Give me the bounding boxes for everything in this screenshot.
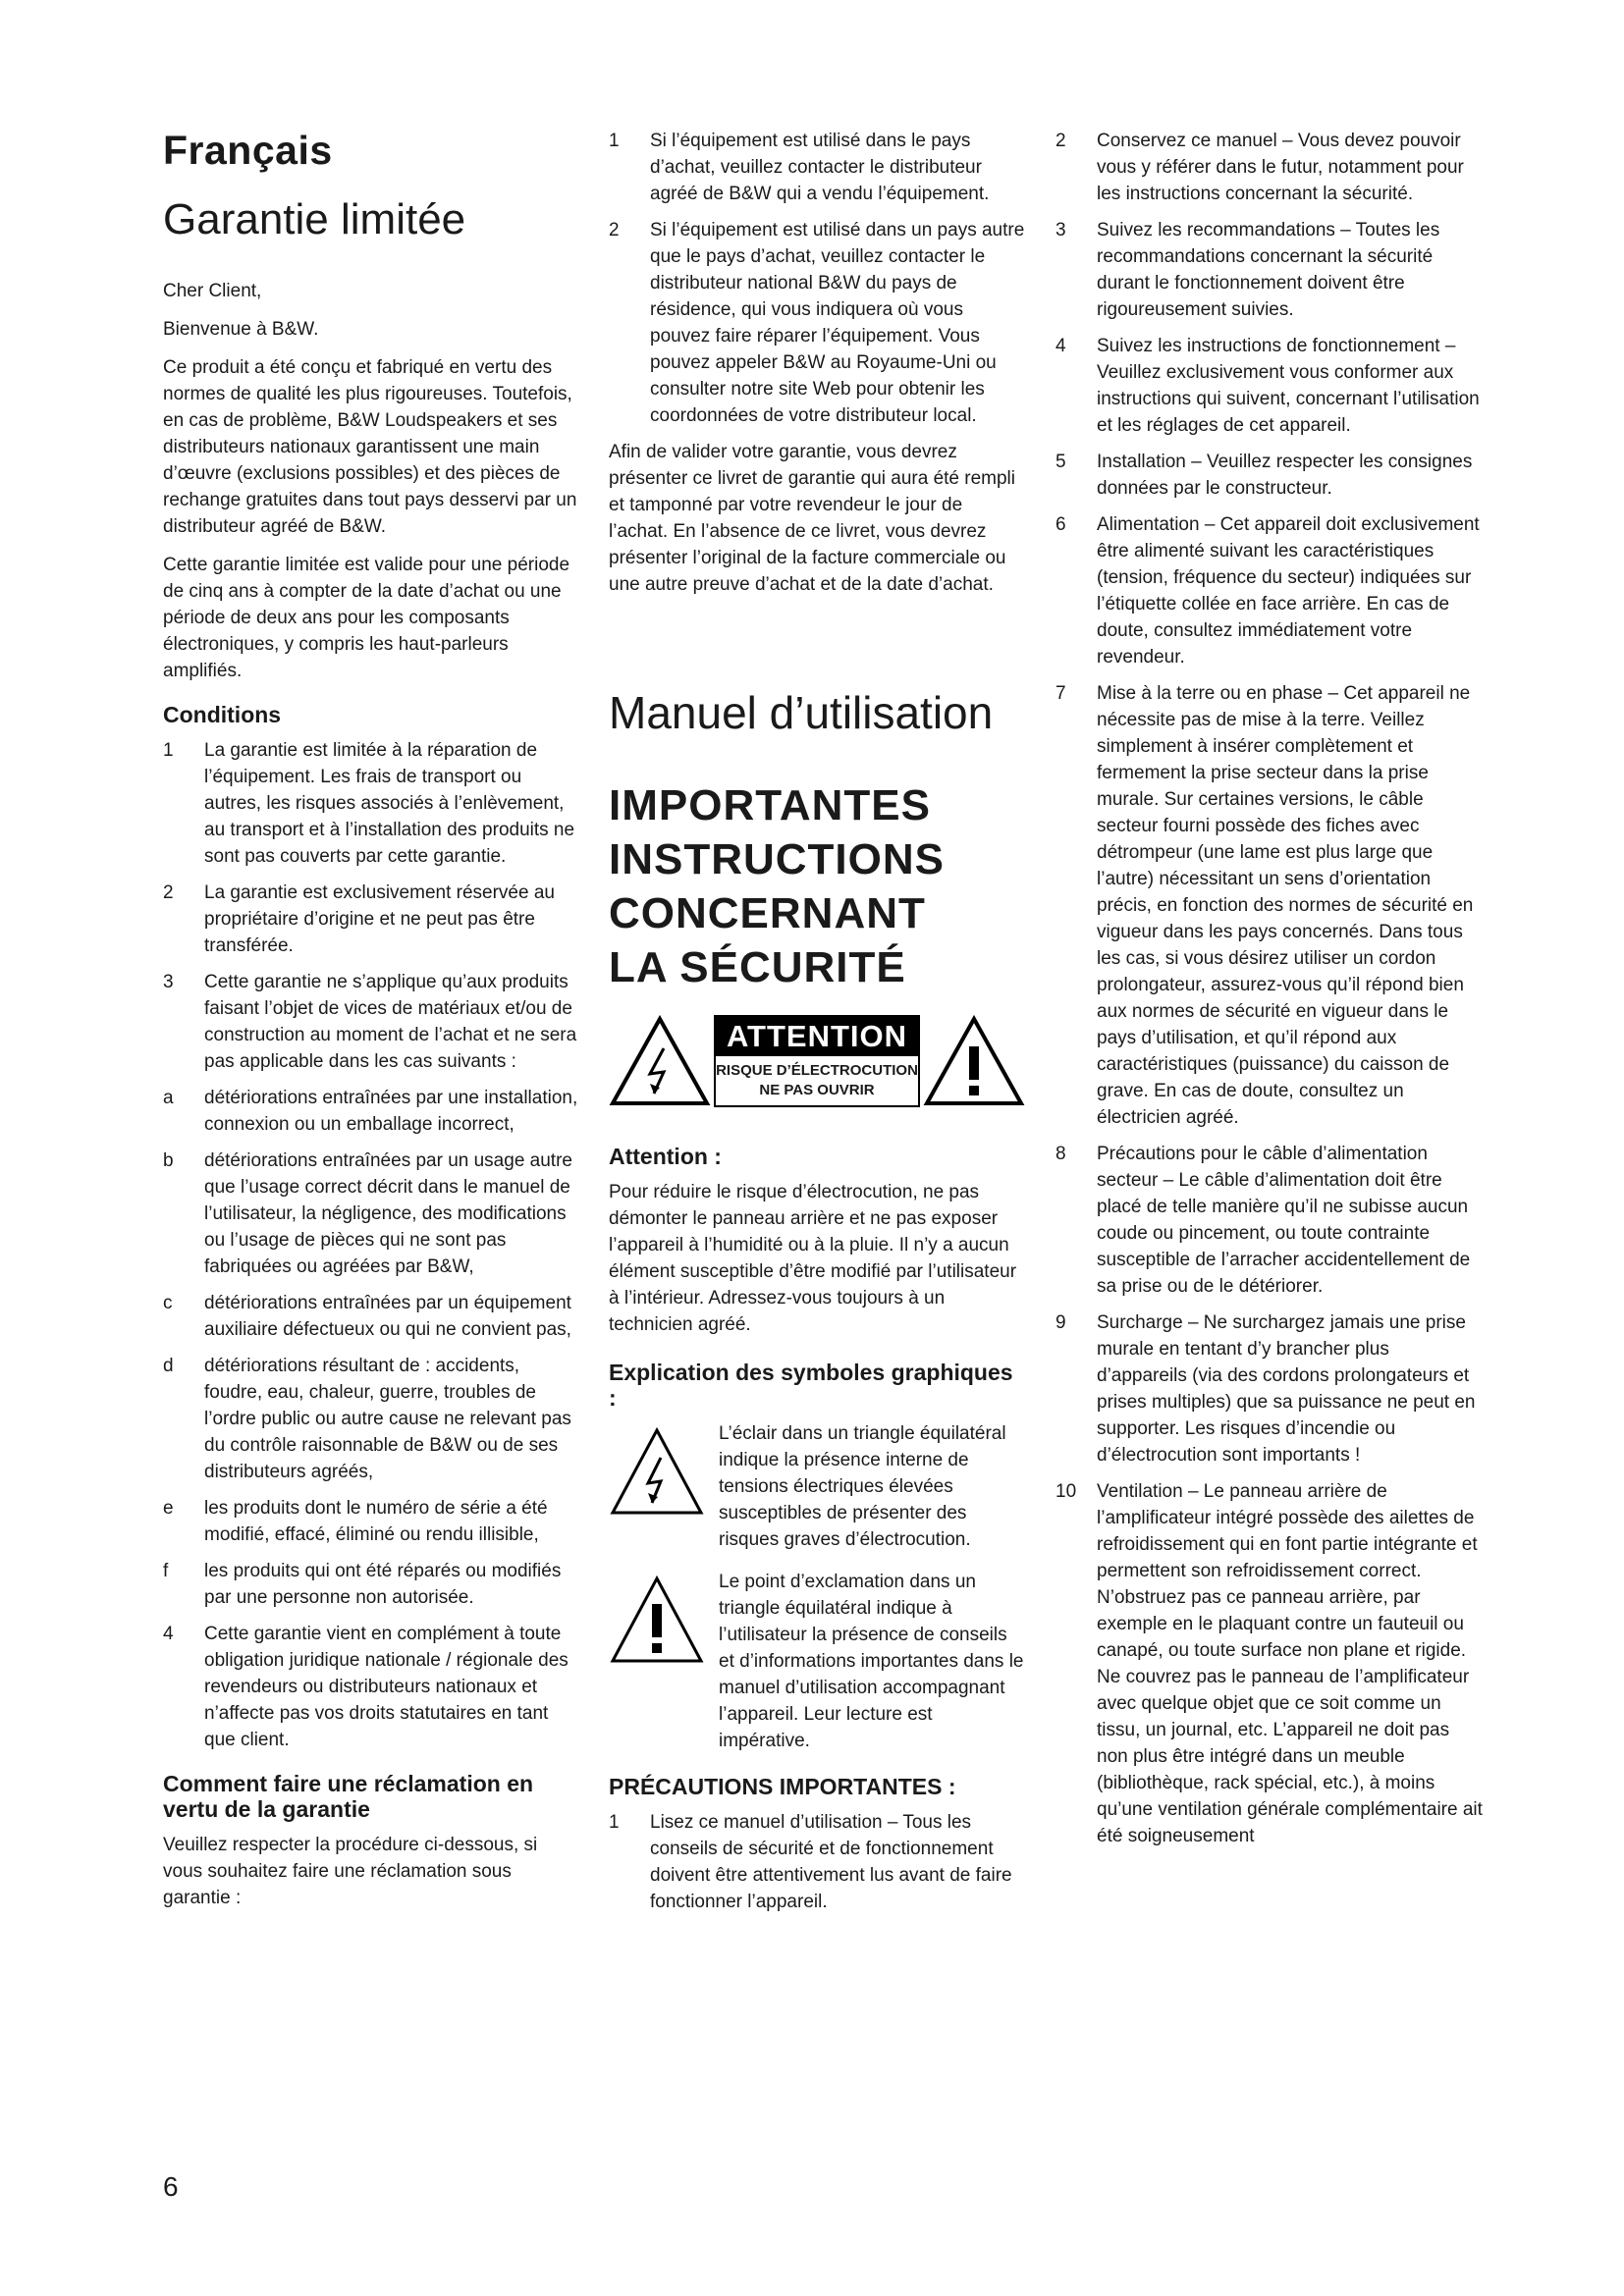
item-number: 7 [1056, 683, 1066, 704]
item-number: 3 [163, 972, 174, 992]
item-text: les produits dont le numéro de série a été modifié, effacé, éliminé ou rendu illisible, [204, 1498, 548, 1545]
item-number: 10 [1056, 1481, 1077, 1502]
precaution-item [1056, 680, 1483, 1131]
item-number: 4 [163, 1624, 174, 1644]
condition-item [163, 1085, 579, 1138]
exclamation-triangle-icon [609, 1575, 705, 1665]
column-manual [609, 128, 1025, 1925]
attention-box-line2: NE PAS OUVRIR [759, 1082, 875, 1098]
attention-paragraph: Pour réduire le risque d’électrocution, ne pas démonter le panneau arrière et ne pas exposer l’appareil à l’humidité ou à la pluie. Il n’y a aucun élément susceptible d’être modifié par l’utilisateur à l’intérieur. Adressez-vous toujours à un technicien agréé. [609, 1182, 1017, 1335]
item-text: Surcharge – Ne surchargez jamais une prise murale en tentant d’y brancher plus d’appareils (via des cordons prolongateurs et prises multiples) que sa puissance ne peut en supporter. Les risques d’incendie ou d’électrocution sont importants ! [1097, 1312, 1476, 1466]
exclamation-warning-icon [923, 1015, 1025, 1107]
item-text: détériorations résultant de : accidents, foudre, eau, chaleur, guerre, troubles de l’ordre public ou autre cause ne relevant pas du contrôle raisonnable de B&W ou de ses distributeurs agréés, [204, 1356, 571, 1482]
attention-box-title: ATTENTION [716, 1017, 918, 1056]
item-text: Précautions pour le câble d’alimentation secteur – Le câble d’alimentation doit être placé de telle manière qu’il ne subisse aucun coude ou pincement, ou toute contrainte susceptible de l’arracher accidentellement de sa prise ou de le détériorer. [1097, 1144, 1471, 1297]
precautions-heading: PRÉCAUTIONS IMPORTANTES : [609, 1774, 956, 1799]
item-number: e [163, 1498, 174, 1519]
item-number: 4 [1056, 336, 1066, 356]
precaution-item [1056, 511, 1483, 670]
lightning-triangle-icon [609, 1426, 705, 1517]
safety-heading-line: CONCERNANT [609, 889, 926, 937]
symbol-row-lightning [609, 1420, 1025, 1553]
page-number: 6 [163, 2171, 179, 2202]
claim-paragraph: Veuillez respecter la procédure ci-dessous, si vous souhaitez faire une réclamation sous garantie : [163, 1835, 538, 1908]
condition-item [163, 880, 579, 959]
item-text: La garantie est limitée à la réparation de l’équipement. Les frais de transport ou autres, les risques associés à l’enlèvement, au transport et à l’installation des produits ne sont pas couverts par cette garantie. [204, 740, 575, 867]
condition-item [163, 1353, 579, 1485]
attention-heading: Attention : [609, 1144, 722, 1169]
item-number: d [163, 1356, 174, 1376]
item-number: f [163, 1561, 169, 1581]
language-heading: Français [163, 128, 333, 173]
attention-box [714, 1015, 920, 1107]
precaution-item [1056, 1309, 1483, 1468]
item-text: détériorations entraînées par un équipement auxiliaire défectueux ou qui ne convient pas, [204, 1293, 571, 1340]
item-text: Alimentation – Cet appareil doit exclusivement être alimenté suivant les caractéristiques (tension, fréquence du secteur) indiquées sur l’étiquette collée en face arrière. En cas de doute, consultez immédiatement votre revendeur. [1097, 514, 1480, 667]
symbols-heading: Explication des symboles graphiques : [609, 1360, 1013, 1411]
conditions-heading: Conditions [163, 702, 282, 727]
precaution-item [1056, 333, 1483, 439]
symbol-row-exclamation [609, 1569, 1025, 1754]
precaution-item [1056, 449, 1483, 502]
validity-paragraph: Cette garantie limitée est valide pour une période de cinq ans à compter de la date d’achat ou une période de deux ans pour les composants électroniques, y compris les haut-parleurs amplifiés. [163, 555, 570, 681]
condition-item [163, 1558, 579, 1611]
precaution-item [1056, 128, 1483, 207]
item-text: La garantie est exclusivement réservée au propriétaire d’origine et ne peut pas être transférée. [204, 882, 555, 956]
attention-label [609, 1014, 1025, 1108]
precaution-item [609, 1809, 1025, 1915]
condition-item [163, 1148, 579, 1280]
attention-box-line1: RISQUE D’ÉLECTROCUTION [716, 1062, 918, 1079]
safety-heading-line: LA SÉCURITÉ [609, 943, 906, 991]
condition-item [163, 737, 579, 870]
column-precautions [1056, 128, 1483, 1859]
lightning-warning-icon [609, 1015, 711, 1107]
item-text: Si l’équipement est utilisé dans le pays d’achat, veuillez contacter le distributeur agréé de B&W qui a vendu l’équipement. [650, 131, 990, 204]
item-text: Mise à la terre ou en phase – Cet appareil ne nécessite pas de mise à la terre. Veillez simplement à insérer complètement et fermement la prise secteur dans la prise murale. Sur certaines versions, le câble secteur fourni possède des fiches avec détrompeur (une lame est plus large que l’autre) nécessitant un sens d’orientation précis, en fonction des normes de sécurité en vigueur dans les pays concernés. Dans tous les cas, si vous désirez utiliser un cordon prolongateur, assurez-vous qu’il répond bien aux normes de sécurité en vigueur dans le pays d’utilisation, et qu’il répond aux caractéristiques (puissance) du caisson de grave. En cas de doute, consultez un électricien agréé. [1097, 683, 1474, 1128]
precaution-item [1056, 1478, 1483, 1849]
item-number: b [163, 1150, 174, 1171]
exclamation-explanation: Le point d’exclamation dans un triangle équilatéral indique à l’utilisateur la présence de conseils et d’informations importantes dans le manuel d’utilisation accompagnant l’appareil. Leur lecture est impérative. [719, 1572, 1024, 1751]
claim-step [609, 217, 1025, 429]
item-number: 5 [1056, 452, 1066, 472]
item-text: Cette garantie vient en complément à toute obligation juridique nationale / régionale des revendeurs ou distributeurs nationaux et n’affecte pas vos droits statutaires en tant que client. [204, 1624, 568, 1750]
item-text: Suivez les instructions de fonctionnement – Veuillez exclusivement vous conformer aux instructions qui suivent, concernant l’utilisation et les réglages de cet appareil. [1097, 336, 1480, 436]
safety-heading [609, 778, 1025, 994]
validation-paragraph: Afin de valider votre garantie, vous devrez présenter ce livret de garantie qui aura été rempli et tamponné par votre revendeur le jour de l’achat. En l’absence de ce livret, vous devrez présenter l’original de la facture commerciale ou une autre preuve d’achat et de la date d’achat. [609, 442, 1016, 595]
item-text: détériorations entraînées par un usage autre que l’usage correct décrit dans le manuel de l’utilisateur, la négligence, des modifications ou l’usage de pièces qui ne sont pas fabriquées ou agréées par B&W, [204, 1150, 572, 1277]
condition-item [163, 969, 579, 1075]
item-number: 2 [1056, 131, 1066, 151]
column-warranty [163, 128, 579, 1923]
item-text: Si l’équipement est utilisé dans un pays autre que le pays d’achat, veuillez contacter le distributeur national B&W du pays de résidence, qui vous indiquera où vous pouvez faire réparer l’équipement. Vous pouvez appeler B&W au Royaume-Uni ou consulter notre site Web pour obtenir les coordonnées de votre distributeur local. [650, 220, 1025, 426]
lightning-explanation: L’éclair dans un triangle équilatéral indique la présence interne de tensions électriques élevées susceptibles de présenter des risques graves d’électrocution. [719, 1423, 1006, 1550]
item-text: Ventilation – Le panneau arrière de l’amplificateur intégré possède des ailettes de refroidissement qui en font partie intégrante et permettent son refroidissement correct. N’obstruez pas ce panneau arrière, par exemple en le plaquant contre un fauteuil ou canapé, ou toute surface non plane et rigide. Ne couvrez pas le panneau de l’amplificateur avec quelque objet que ce soit comme un tissu, un journal, etc. L’appareil ne doit pas non plus être intégré dans un meuble (bibliothèque, rack spécial, etc.), à moins qu’une ventilation générale complémentaire ait été soigneusement [1097, 1481, 1483, 1846]
item-number: 9 [1056, 1312, 1066, 1333]
item-number: 1 [609, 131, 620, 151]
condition-item [163, 1495, 579, 1548]
condition-item [163, 1621, 579, 1753]
item-number: a [163, 1088, 174, 1108]
warranty-title: Garantie limitée [163, 195, 466, 243]
item-number: 8 [1056, 1144, 1066, 1164]
item-number: 3 [1056, 220, 1066, 240]
item-text: Cette garantie ne s’applique qu’aux produits faisant l’objet de vices de matériaux et/ou de construction au moment de l’achat et ne sera pas applicable dans les cas suivants : [204, 972, 577, 1072]
safety-heading-line: INSTRUCTIONS [609, 835, 945, 883]
item-number: 2 [163, 882, 174, 903]
item-number: 1 [163, 740, 174, 761]
item-number: 1 [609, 1812, 620, 1833]
item-number: 6 [1056, 514, 1066, 535]
item-text: Conservez ce manuel – Vous devez pouvoir vous y référer dans le futur, notamment pour les instructions concernant la sécurité. [1097, 131, 1464, 204]
item-number: 2 [609, 220, 620, 240]
greeting: Cher Client, [163, 281, 262, 301]
claim-step [609, 128, 1025, 207]
item-number: c [163, 1293, 173, 1313]
precaution-item [1056, 1141, 1483, 1300]
item-text: détériorations entraînées par une installation, connexion ou un emballage incorrect, [204, 1088, 578, 1135]
manual-title: Manuel d’utilisation [609, 687, 994, 738]
claim-heading: Comment faire une réclamation en vertu de la garantie [163, 1771, 534, 1822]
item-text: Lisez ce manuel d’utilisation – Tous les conseils de sécurité et de fonctionnement doivent être attentivement lus avant de faire fonctionner l’appareil. [650, 1812, 1012, 1912]
safety-heading-line: IMPORTANTES [609, 781, 931, 829]
welcome: Bienvenue à B&W. [163, 319, 319, 340]
precaution-item [1056, 217, 1483, 323]
item-text: Installation – Veuillez respecter les consignes données par le constructeur. [1097, 452, 1473, 499]
intro-paragraph: Ce produit a été conçu et fabriqué en vertu des normes de qualité les plus rigoureuses. Toutefois, en cas de problème, B&W Loudspeakers et ses distributeurs nationaux garantissent une main d’œuvre (exclusions possibles) et des pièces de rechange gratuites dans tout pays desservi par un distributeur agréé de B&W. [163, 357, 577, 537]
condition-item [163, 1290, 579, 1343]
item-text: les produits qui ont été réparés ou modifiés par une personne non autorisée. [204, 1561, 562, 1608]
item-text: Suivez les recommandations – Toutes les recommandations concernant la sécurité durant le fonctionnement doivent être rigoureusement suivies. [1097, 220, 1440, 320]
